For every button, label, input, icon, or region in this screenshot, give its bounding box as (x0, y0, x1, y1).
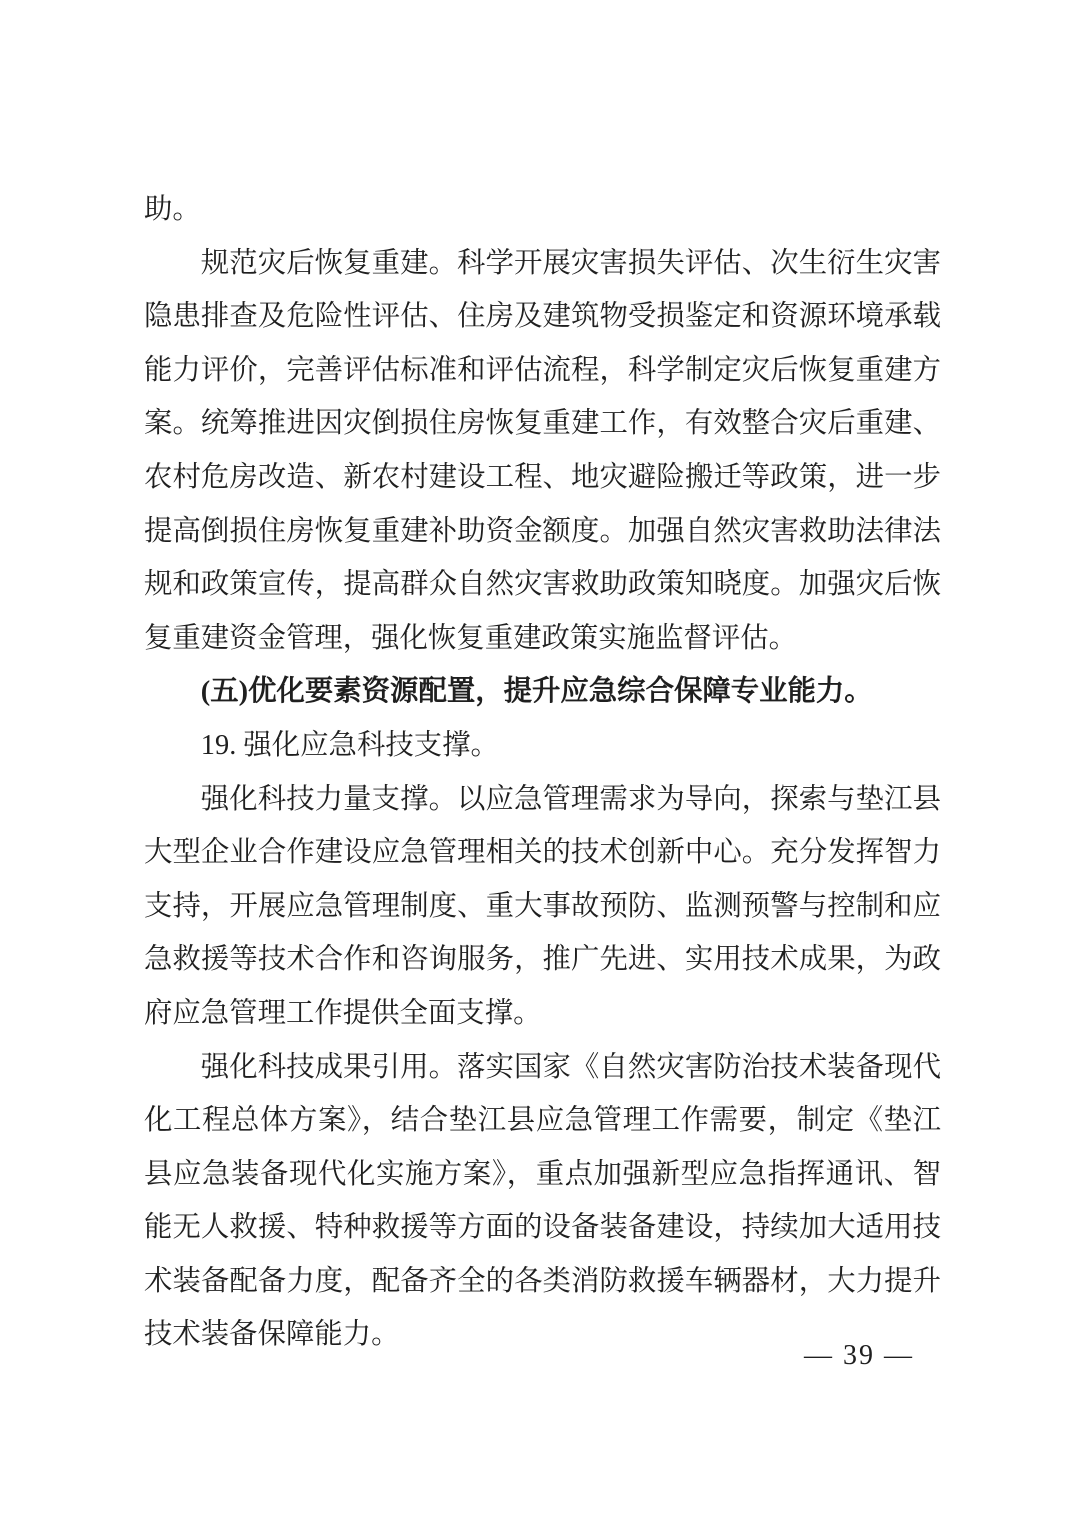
numbered-item-heading: 19. 强化应急科技支撑。 (200, 729, 499, 761)
page-number: — 39 — (804, 1340, 914, 1371)
body-paragraph: 助。 (144, 194, 201, 225)
body-paragraph: 强化科技成果引用。落实国家《自然灾害防治技术装备现代化工程总体方案》，结合垫江县应急管理工作需要，制定《垫江县应急装备现代化实施方案》，重点加强新型应急指挥通讯、智能无人救援、特种救援等方面的设备装备建设，持续加大适用技术装备配备力度，配备齐全的各类消防救援车辆器材，大力提升技术装备保障能力。 (144, 1051, 941, 1351)
body-paragraph: 规范灾后恢复重建。科学开展灾害损失评估、次生衍生灾害隐患排查及危险性评估、住房及建筑物受损鉴定和资源环境承载能力评价，完善评估标准和评估流程，科学制定灾后恢复重建方案。统筹推进因灾倒损住房恢复重建工作，有效整合灾后重建、农村危房改造、新农村建设工程、地灾避险搬迁等政策，进一步提高倒损住房恢复重建补助资金额度。加强自然灾害救助法律法规和政策宣传，提高群众自然灾害救助政策知晓度。加强灾后恢复重建资金管理，强化恢复重建政策实施监督评估。 (144, 247, 941, 654)
section-heading: (五)优化要素资源配置，提升应急综合保障专业能力。 (200, 676, 873, 708)
document-body (144, 183, 941, 1362)
body-paragraph: 强化科技力量支撑。以应急管理需求为导向，探索与垫江县大型企业合作建设应急管理相关的技术创新中心。充分发挥智力支持，开展应急管理制度、重大事故预防、监测预警与控制和应急救援等技术合作和咨询服务，推广先进、实用技术成果，为政府应急管理工作提供全面支撑。 (144, 783, 941, 1029)
